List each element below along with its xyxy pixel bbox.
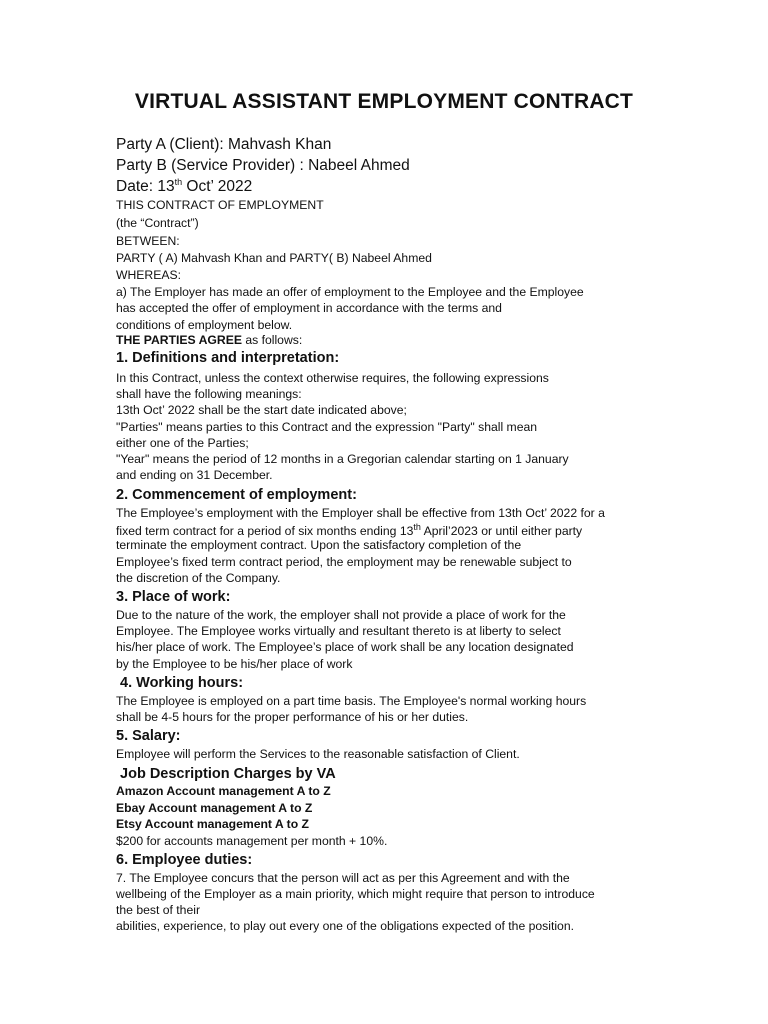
intro-line: conditions of employment below.	[116, 318, 293, 332]
section-line	[116, 522, 582, 538]
section-line: the discretion of the Company.	[116, 571, 281, 585]
intro-line: BETWEEN:	[116, 234, 180, 248]
section-line-part: fixed term contract for a period of six months ending 13	[116, 524, 414, 539]
document-title: VIRTUAL ASSISTANT EMPLOYMENT CONTRACT	[134, 90, 634, 113]
section-line: shall have the following meanings:	[116, 387, 302, 401]
date-suffix: Oct’ 2022	[182, 178, 253, 196]
date-sup: th	[174, 177, 183, 187]
intro-line: (the “Contract”)	[116, 216, 199, 230]
section-line: wellbeing of the Employer as a main priority, which might require that person to introduce	[116, 887, 595, 901]
parties-agree-bold: THE PARTIES AGREE	[116, 333, 242, 347]
section-line: $200 for accounts management per month + 10%.	[116, 834, 388, 848]
section-line: Employee will perform the Services to the reasonable satisfaction of Client.	[116, 747, 520, 761]
section-line: by the Employee to be his/her place of work	[116, 657, 353, 671]
intro-line	[116, 333, 302, 347]
section-heading: 3. Place of work:	[116, 589, 231, 605]
section-line: Etsy Account management A to Z	[116, 817, 309, 831]
section-heading: 1. Definitions and interpretation:	[116, 350, 340, 366]
section-line: Employee’s fixed term contract period, the employment may be renewable subject to	[116, 555, 572, 569]
date-line	[116, 177, 252, 196]
section-line: In this Contract, unless the context otherwise requires, the following expressions	[116, 371, 549, 385]
section-line: Ebay Account management A to Z	[116, 801, 313, 815]
section-line: Due to the nature of the work, the employer shall not provide a place of work for the	[116, 608, 566, 622]
section-line: The Employee is employed on a part time basis. The Employee's normal working hours	[116, 694, 587, 708]
intro-line: THIS CONTRACT OF EMPLOYMENT	[116, 198, 324, 212]
parties-agree-rest: as follows:	[241, 333, 303, 347]
section-heading: 2. Commencement of employment:	[116, 487, 357, 503]
section-line: and ending on 31 December.	[116, 468, 273, 482]
section-heading: Job Description Charges by VA	[116, 766, 336, 782]
section-line: terminate the employment contract. Upon the satisfactory completion of the	[116, 538, 522, 552]
section-line: either one of the Parties;	[116, 436, 249, 450]
date-prefix: Date: 13	[116, 178, 175, 196]
section-line: 13th Oct’ 2022 shall be the start date indicated above;	[116, 403, 407, 417]
section-heading: 6. Employee duties:	[116, 852, 253, 868]
section-heading: 5. Salary:	[116, 728, 181, 744]
section-line: shall be 4-5 hours for the proper performance of his or her duties.	[116, 710, 469, 724]
section-line: Employee. The Employee works virtually and resultant thereto is at liberty to select	[116, 624, 561, 638]
section-line: abilities, experience, to play out every one of the obligations expected of the position.	[116, 919, 575, 933]
section-line: the best of their	[116, 903, 201, 917]
section-line: The Employee’s employment with the Employer shall be effective from 13th Oct’ 2022 for a	[116, 506, 605, 520]
section-line-sup: th	[413, 522, 421, 532]
section-line: his/her place of work. The Employee’s place of work shall be any location designated	[116, 640, 574, 654]
party-b-line: Party B (Service Provider) : Nabeel Ahmed	[116, 157, 410, 174]
intro-line: WHEREAS:	[116, 268, 182, 282]
intro-line: has accepted the offer of employment in accordance with the terms and	[116, 301, 502, 315]
section-line: "Parties" means parties to this Contract and the expression "Party" shall mean	[116, 420, 538, 434]
section-heading: 4. Working hours:	[116, 675, 244, 691]
intro-line: a) The Employer has made an offer of employment to the Employee and the Employee	[116, 285, 584, 299]
intro-line: PARTY ( A) Mahvash Khan and PARTY( B) Nabeel Ahmed	[116, 251, 432, 265]
section-line: "Year" means the period of 12 months in a Gregorian calendar starting on 1 January	[116, 452, 569, 466]
section-line-part: April’2023 or until either party	[420, 524, 583, 539]
party-a-line: Party A (Client): Mahvash Khan	[116, 136, 332, 153]
section-line: Amazon Account management A to Z	[116, 784, 331, 798]
section-line: 7. The Employee concurs that the person will act as per this Agreement and with the	[116, 871, 570, 885]
